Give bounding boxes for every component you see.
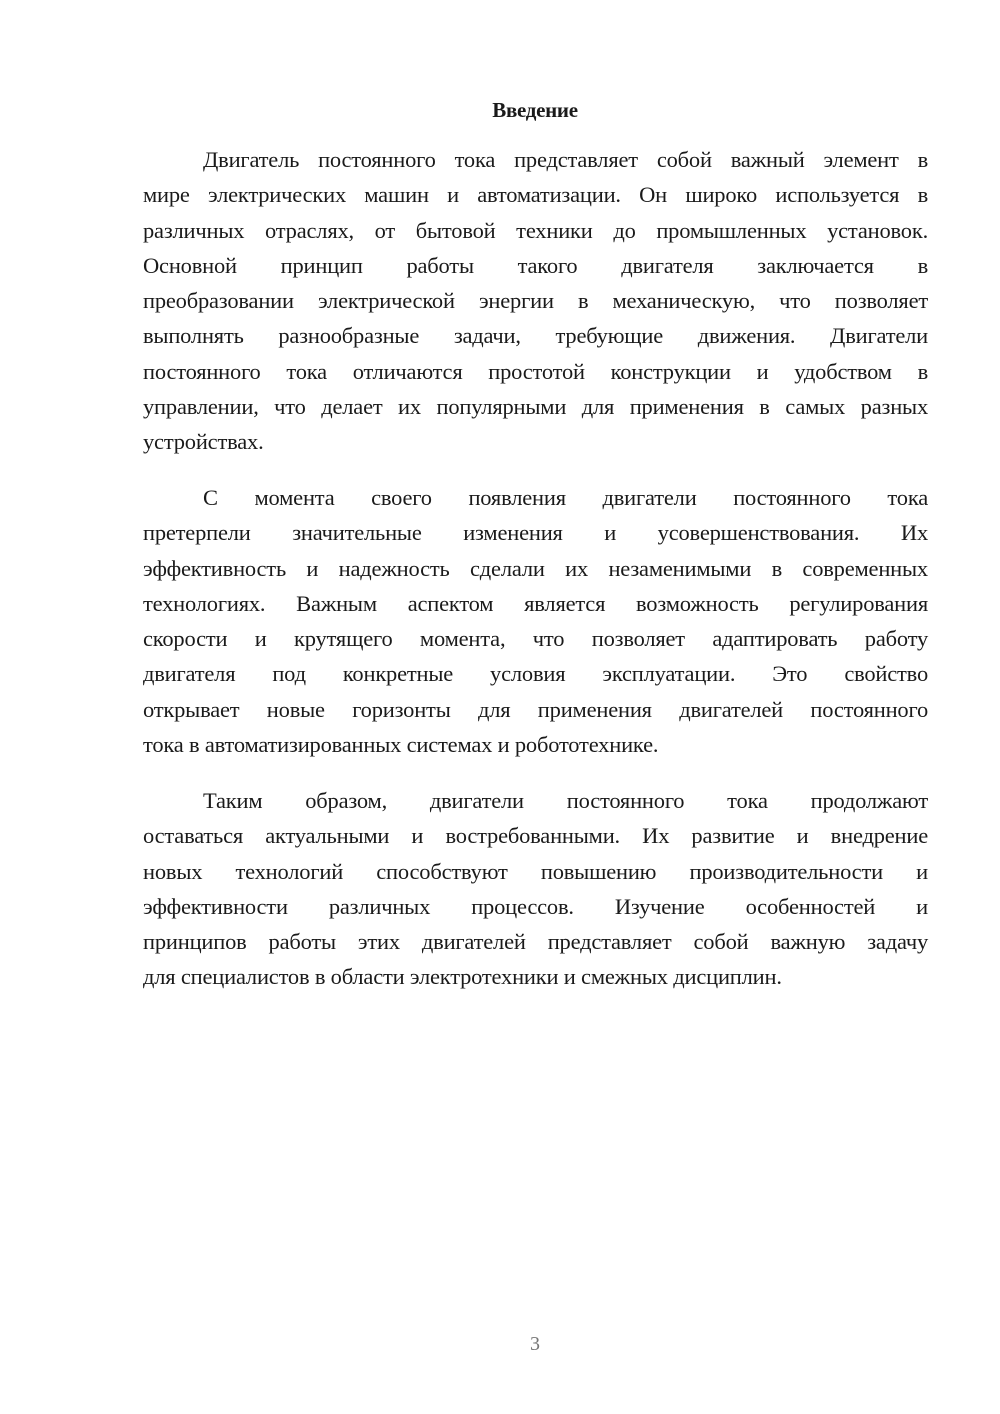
text-line: скорости и крутящего момента, что позволяет адаптировать работу <box>143 626 928 652</box>
text-line: двигателя под конкретные условия эксплуатации. Это свойство <box>143 661 928 687</box>
text-line: выполнять разнообразные задачи, требующие движения. Двигатели <box>143 323 928 349</box>
text-line: С момента своего появления двигатели постоянного тока <box>203 485 928 510</box>
text-line: управлении, что делает их популярными для применения в самых разных <box>143 394 928 420</box>
text-line: претерпели значительные изменения и усовершенствования. Их <box>143 520 928 546</box>
text-line: оставаться актуальными и востребованными. Их развитие и внедрение <box>143 823 928 849</box>
text-line: новых технологий способствуют повышению производительности и <box>143 858 928 884</box>
text-line: эффективность и надежность сделали их незаменимыми в современных <box>143 555 928 581</box>
text-line: Таким образом, двигатели постоянного тока продолжают <box>203 788 928 813</box>
text-line: постоянного тока отличаются простотой конструкции и удобством в <box>143 358 928 384</box>
text-line: Двигатель постоянного тока представляет собой важный элемент в <box>203 147 928 172</box>
paragraph-3 <box>143 783 928 995</box>
text-line: мире электрических машин и автоматизации. Он широко используется в <box>143 182 928 208</box>
page-number: 3 <box>530 1333 540 1355</box>
text-line: открывает новые горизонты для применения двигателей постоянного <box>143 696 928 722</box>
text-line: принципов работы этих двигателей представляет собой важную задачу <box>143 929 928 955</box>
section-title: Введение <box>492 98 578 122</box>
text-line: технологиях. Важным аспектом является возможность регулирования <box>143 590 928 616</box>
paragraph-1 <box>143 142 928 460</box>
text-line: Основной принцип работы такого двигателя заключается в <box>143 252 928 278</box>
text-line: тока в автоматизированных системах и робототехнике. <box>143 732 659 758</box>
text-line: различных отраслях, от бытовой техники до промышленных установок. <box>143 217 928 243</box>
paragraph-2 <box>143 480 928 762</box>
text-line: эффективности различных процессов. Изучение особенностей и <box>143 893 928 919</box>
text-line: устройствах. <box>143 429 264 455</box>
text-line: для специалистов в области электротехники и смежных дисциплин. <box>143 964 782 990</box>
text-line: преобразовании электрической энергии в механическую, что позволяет <box>143 288 928 314</box>
